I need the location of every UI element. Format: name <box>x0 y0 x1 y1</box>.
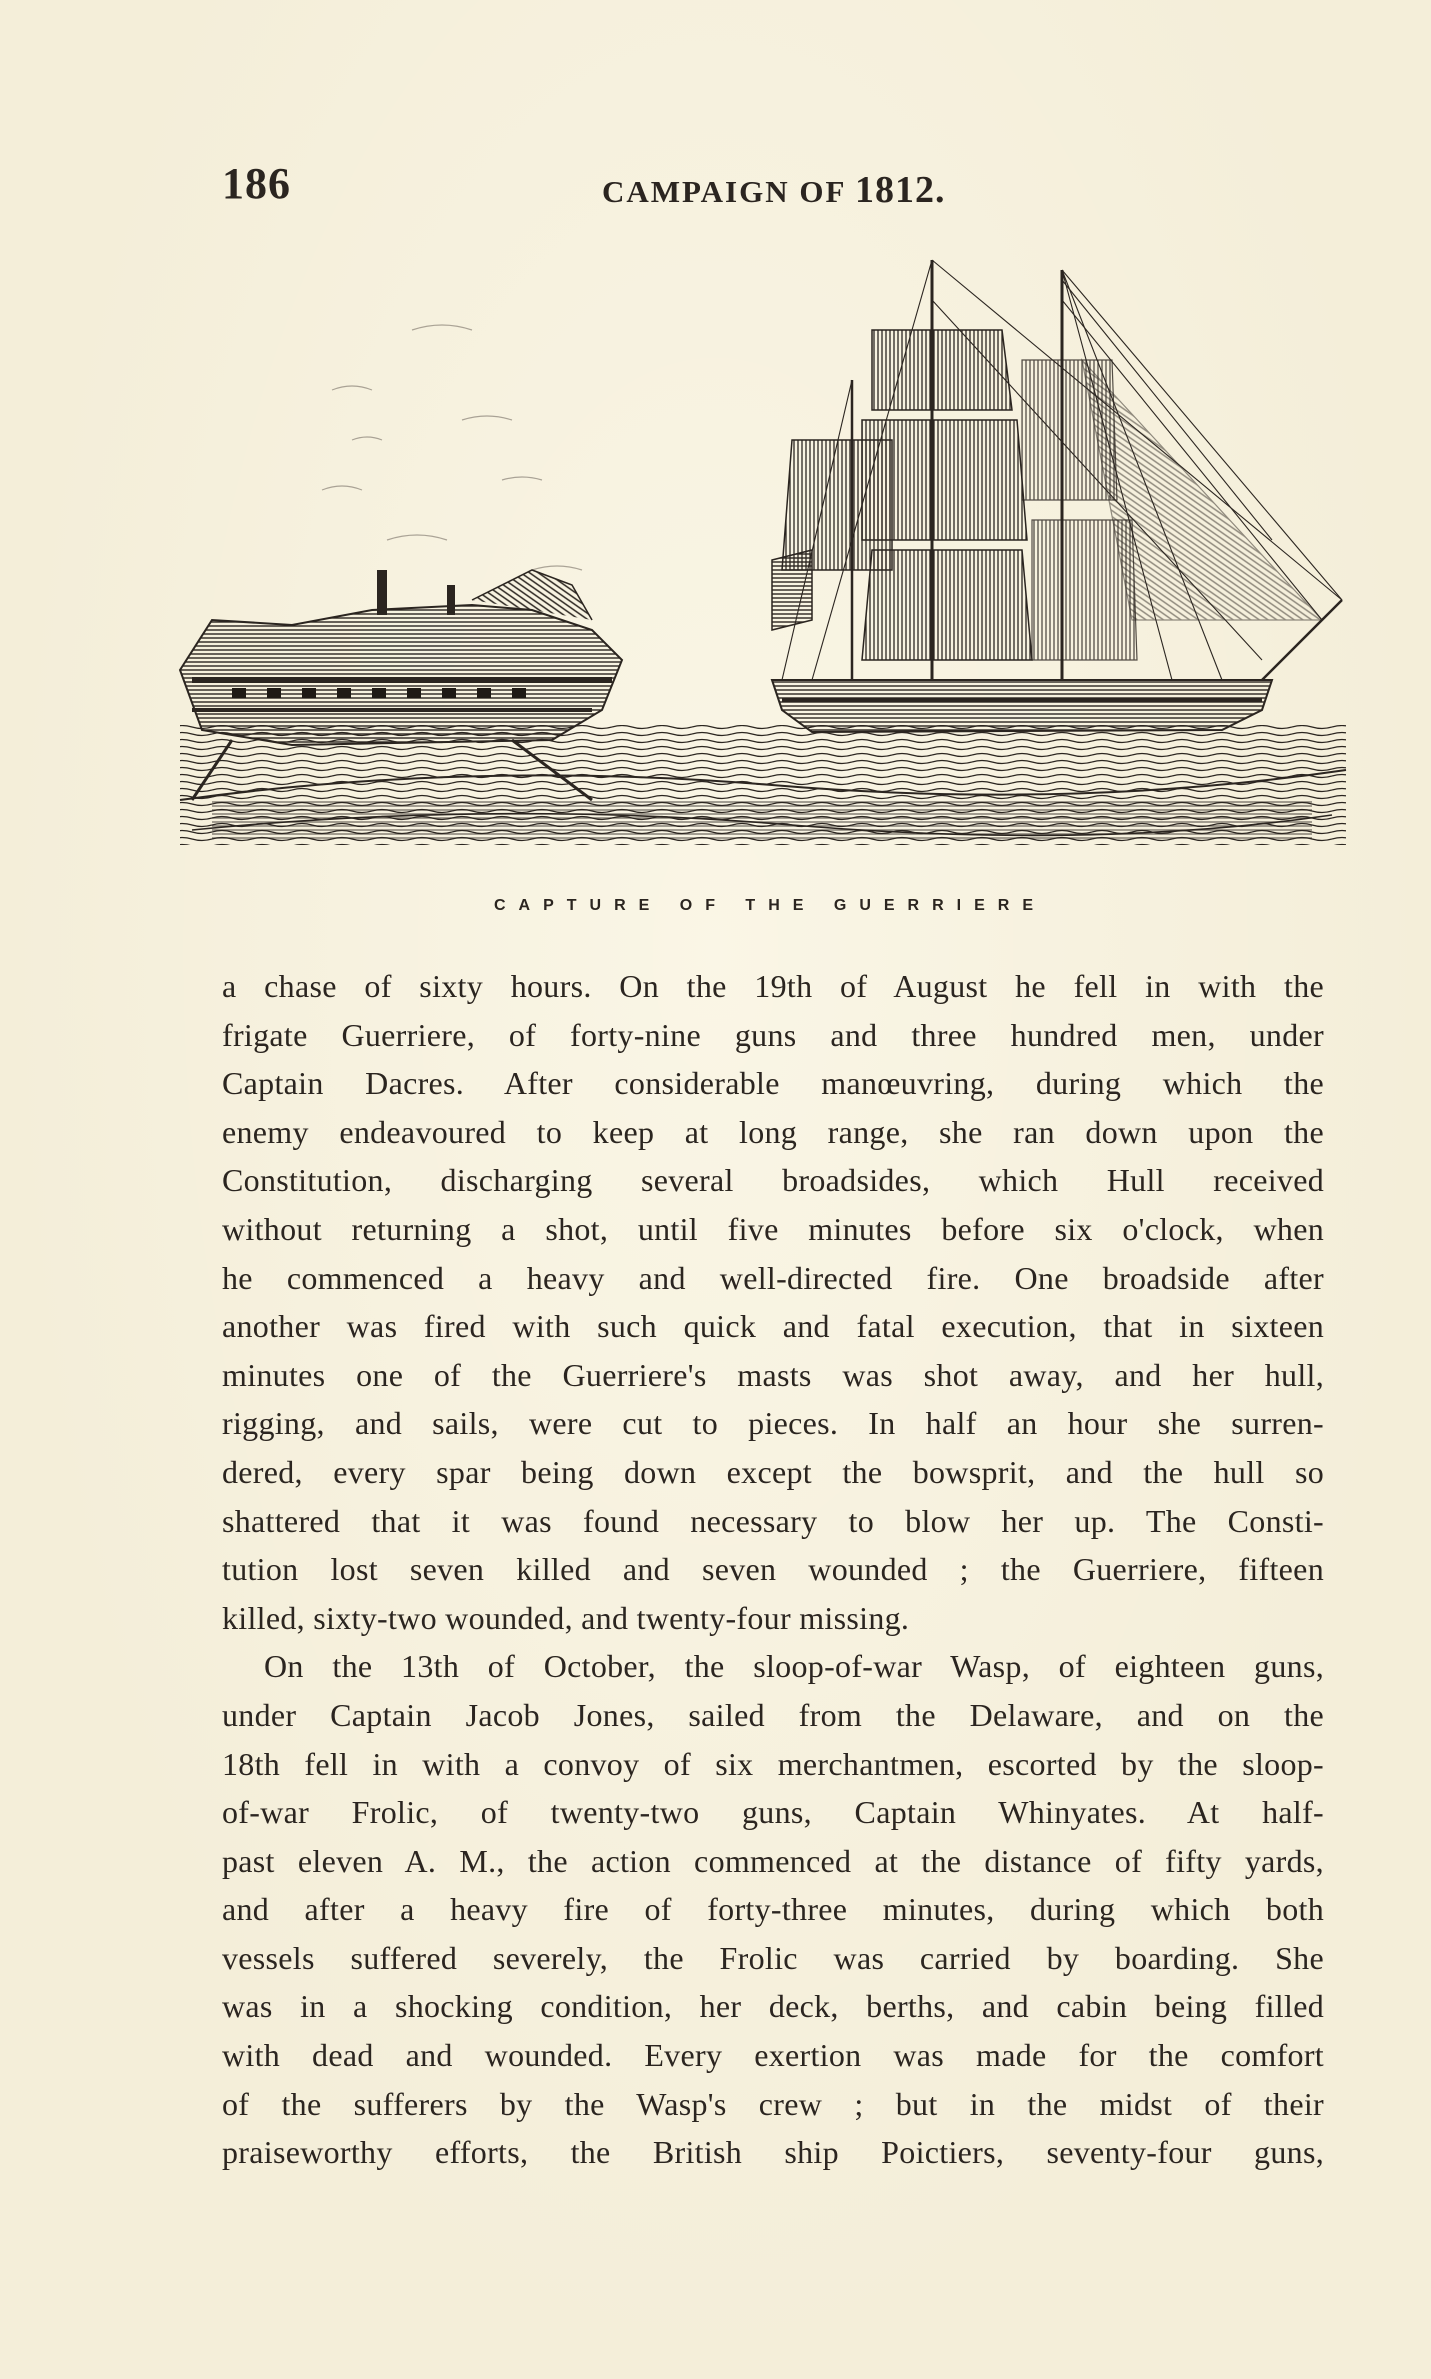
text-line: of the sufferers by the Wasp's crew ; but in the midst of their <box>222 2085 1324 2122</box>
text-line: frigate Guerriere, of forty-nine guns and three hundred men, under <box>222 1016 1324 1053</box>
text-line: rigging, and sails, were cut to pieces. In half an hour she surren- <box>222 1405 1324 1442</box>
text-line: another was fired with such quick and fatal execution, that in sixteen <box>222 1308 1324 1345</box>
running-title-year: 1812. <box>855 169 946 211</box>
text-line: killed, sixty-two wounded, and twenty-four missing. <box>222 1599 910 1636</box>
illustration-caption: CAPTURE OF THE GUERRIERE <box>493 897 1046 914</box>
text-line: 18th fell in with a convoy of six merchantmen, escorted by the sloop- <box>222 1745 1324 1782</box>
running-title <box>602 168 946 212</box>
running-title-text: CAMPAIGN OF <box>602 174 846 209</box>
body-text <box>222 962 1324 2177</box>
text-line: he commenced a heavy and well-directed fire. One broadside after <box>222 1259 1324 1296</box>
paragraph <box>222 1642 1324 2177</box>
text-line: tution lost seven killed and seven wounded ; the Guerriere, fifteen <box>222 1551 1324 1588</box>
text-line: minutes one of the Guerriere's masts was shot away, and her hull, <box>222 1356 1324 1393</box>
text-line: Constitution, discharging several broadsides, which Hull received <box>222 1162 1324 1199</box>
constitution-ship <box>772 260 1342 732</box>
text-line: On the 13th of October, the sloop-of-war Wasp, of eighteen guns, <box>264 1648 1324 1685</box>
paragraph <box>222 962 1324 1642</box>
text-line: enemy endeavoured to keep at long range, she ran down upon the <box>222 1113 1324 1150</box>
text-line: and after a heavy fire of forty-three minutes, during which both <box>222 1891 1324 1928</box>
text-line: past eleven A. M., the action commenced at the distance of fifty yards, <box>222 1842 1324 1879</box>
page-number: 186 <box>222 159 291 208</box>
text-line: of-war Frolic, of twenty-two guns, Captain Whinyates. At half- <box>222 1794 1324 1831</box>
text-line: praiseworthy efforts, the British ship Poictiers, seventy-four guns, <box>222 2134 1324 2171</box>
running-head <box>222 158 1322 218</box>
text-line: a chase of sixty hours. On the 19th of August he fell in with the <box>222 968 1324 1004</box>
text-line: vessels suffered severely, the Frolic was carried by boarding. She <box>222 1939 1324 1976</box>
text-line: Captain Dacres. After considerable manœuvring, during which the <box>222 1065 1324 1102</box>
text-line: shattered that it was found necessary to blow her up. The Consti- <box>222 1502 1324 1539</box>
text-line: with dead and wounded. Every exertion was made for the comfort <box>222 2037 1324 2074</box>
text-line: dered, every spar being down except the bowsprit, and the hull so <box>222 1453 1324 1490</box>
text-line: was in a shocking condition, her deck, berths, and cabin being filled <box>222 1988 1324 2025</box>
text-line: under Captain Jacob Jones, sailed from the Delaware, and on the <box>222 1696 1324 1733</box>
engraving-capture-of-guerriere <box>172 240 1354 880</box>
smoke-lines <box>322 325 582 570</box>
text-line: without returning a shot, until five minutes before six o'clock, when <box>222 1210 1324 1247</box>
